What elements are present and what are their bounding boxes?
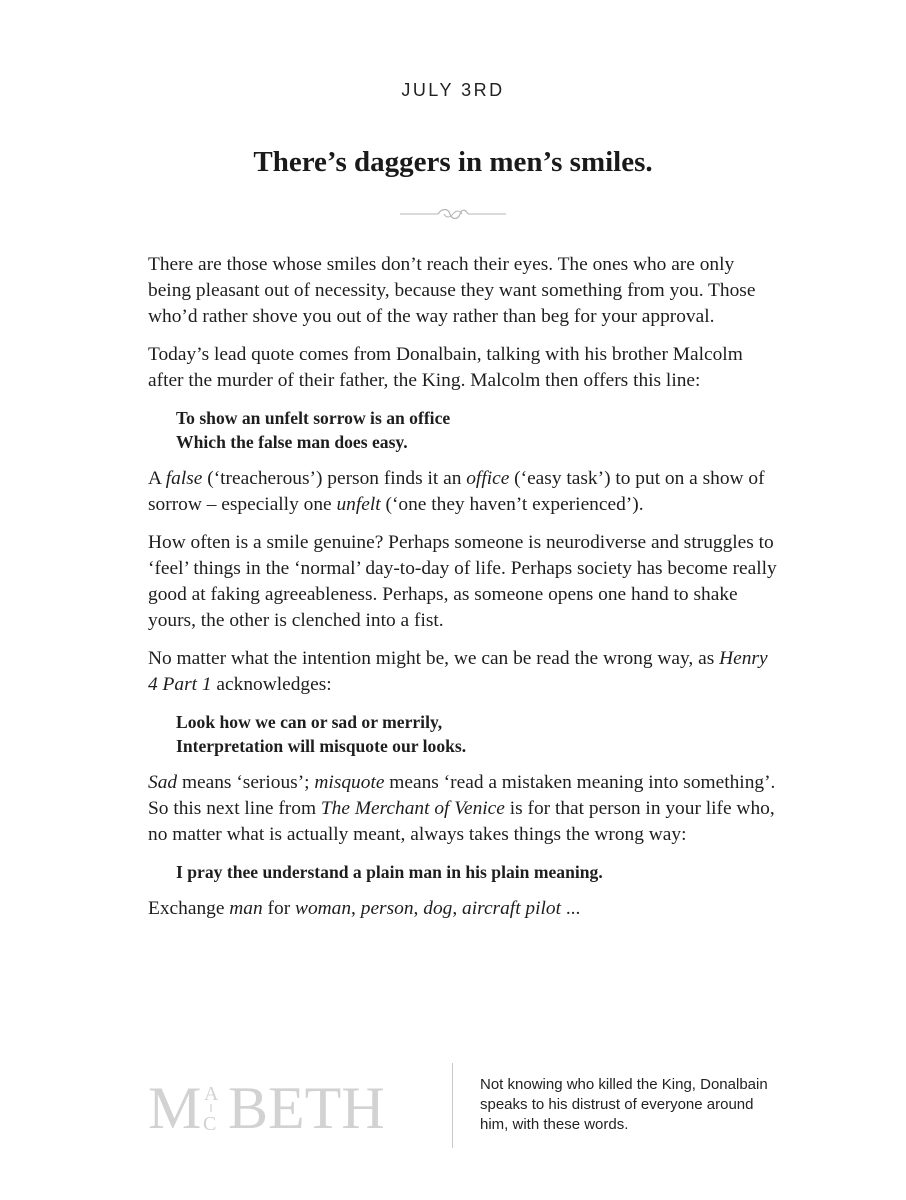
quote-line: To show an unfelt sorrow is an office — [176, 408, 451, 428]
quote-line: I pray thee understand a plain man in his plain meaning. — [176, 862, 603, 882]
svg-text:M: M — [148, 1075, 202, 1134]
svg-text:A: A — [204, 1083, 219, 1105]
paragraph-7: Exchange man for woman, person, dog, aircraft pilot ... — [148, 898, 581, 919]
quote-line: Look how we can or sad or merrily, — [176, 712, 443, 732]
paragraph-5: No matter what the intention might be, we can be read the wrong way, as Henry 4 Part 1 acknowledges: — [148, 648, 768, 695]
svg-text:C: C — [203, 1113, 217, 1134]
page-date: JULY 3RD — [401, 80, 505, 100]
quote-line: Interpretation will misquote our looks. — [176, 736, 467, 756]
quote-line: Which the false man does easy. — [176, 432, 408, 452]
quote-block-2 — [176, 710, 778, 758]
quote-block-1 — [176, 406, 778, 454]
footer-note: Not knowing who killed the King, Donalbain speaks to his distrust of everyone around him, with these words. — [480, 1076, 768, 1133]
svg-text:BETH: BETH — [228, 1075, 385, 1134]
quote-block-3 — [176, 860, 778, 884]
page-title: There’s daggers in men’s smiles. — [253, 146, 653, 178]
paragraph-1: There are those whose smiles don’t reach their eyes. The ones who are only being pleasant out of necessity, because they want something from you. Those who’d rather shove you out of the way rather than beg for your approval. — [148, 254, 756, 327]
footer-divider — [452, 1063, 453, 1148]
paragraph-4: How often is a smile genuine? Perhaps someone is neurodiverse and struggles to ‘feel’ things in the ‘normal’ day-to-day of life. Perhaps society has become really good at faking agreeableness. Perhaps, as someone opens one hand to shake yours, the other is clenched into a fist. — [148, 532, 777, 631]
paragraph-2: Today’s lead quote comes from Donalbain, talking with his brother Malcolm after the murder of their father, the King. Malcolm then offers this line: — [148, 344, 743, 391]
flourish-ornament-icon — [398, 204, 508, 224]
paragraph-3: A false (‘treacherous’) person finds it an office (‘easy task’) to put on a show of sorrow – especially one unfelt (‘one they haven’t experienced’). — [148, 468, 765, 515]
paragraph-6: Sad means ‘serious’; misquote means ‘read a mistaken meaning into something’. So this next line from The Merchant of Venice is for that person in your life who, no matter what is actually meant, always takes things the wrong way: — [148, 772, 776, 845]
body-text — [148, 252, 778, 934]
macbeth-logo — [148, 1072, 428, 1134]
